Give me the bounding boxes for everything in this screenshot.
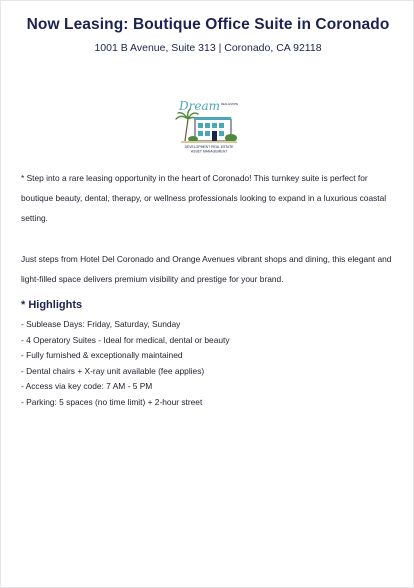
logo-brand-text: Dream	[179, 99, 220, 113]
highlight-item: - Dental chairs + X-ray unit available (fee applies)	[21, 365, 205, 376]
logo-graphic	[173, 97, 245, 155]
highlight-item: - 4 Operatory Suites - Ideal for medical, dental or beauty	[21, 334, 230, 345]
dream-real-estate-logo-icon	[173, 97, 245, 155]
page-title: Now Leasing: Boutique Office Suite in Coronado	[26, 16, 390, 33]
highlight-item: - Sublease Days: Friday, Saturday, Sunday	[21, 319, 181, 329]
highlight-item: - Parking: 5 spaces (no time limit) + 2-hour street	[21, 396, 203, 407]
location-paragraph: Just steps from Hotel Del Coronado and Orange Avenues vibrant shops and dining, this elegant and light-filled space delivers premium visibility and prestige for your brand.	[21, 254, 392, 284]
logo-tagline-2: ASSET MANAGEMENT	[190, 149, 228, 154]
logo-tagline-1: DEVELOPMENT REAL ESTATE	[184, 145, 234, 149]
property-address: 1001 B Avenue, Suite 313 | Coronado, CA 92118	[94, 42, 322, 54]
highlight-item: - Fully furnished & exceptionally maintained	[21, 350, 183, 360]
highlight-item: - Access via key code: 7 AM - 5 PM	[21, 381, 153, 391]
intro-paragraph: * Step into a rare leasing opportunity in the heart of Coronado! This turnkey suite is perfect for boutique beauty, dental, therapy, or wellness professionals looking to expand in a luxurious coastal setting.	[21, 173, 387, 223]
highlights-heading: * Highlights	[21, 299, 83, 311]
logo-small-tag: REAL ESTATE	[221, 103, 239, 106]
highlights-list	[21, 317, 230, 410]
